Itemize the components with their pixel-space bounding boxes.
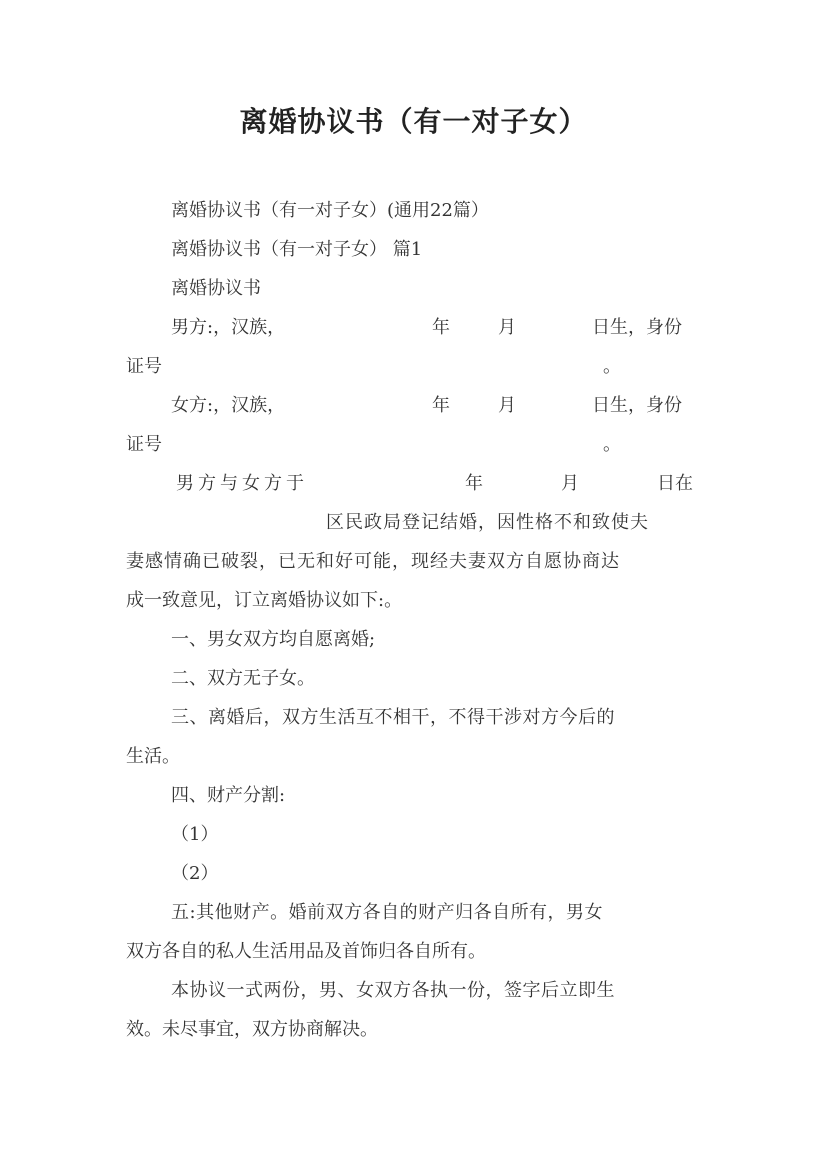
property-point-2: （2） [171, 863, 219, 884]
item-5-line-1: 五:其他财产。婚前双方各自的财产归各自所有，男女 [171, 902, 604, 923]
male-party-label: 男方:，汉族， [171, 317, 286, 338]
female-party-label: 女方:，汉族， [171, 395, 286, 416]
subtitle-collection: 离婚协议书（有一对子女）(通用22篇） [171, 200, 489, 221]
item-1: 一、男女双方均自愿离婚; [171, 629, 376, 650]
marriage-year-label: 年 [465, 473, 483, 494]
marriage-day-label: 日在 [657, 473, 693, 494]
male-birth-label: 日生，身份 [592, 317, 682, 338]
marriage-intro: 男方与女方于 [176, 473, 308, 494]
final-clause-line-1: 本协议一式两份，男、女双方各执一份，签字后立即生 [171, 980, 615, 1001]
male-id-period: 。 [603, 356, 621, 377]
male-month-label: 月 [498, 317, 516, 338]
agreement-heading: 离婚协议书 [171, 278, 261, 299]
marriage-month-label: 月 [561, 473, 579, 494]
item-5-line-2: 双方各自的私人生活用品及首饰归各自所有。 [126, 941, 486, 962]
item-3-line-2: 生活。 [126, 746, 180, 767]
male-year-label: 年 [432, 317, 450, 338]
registry-text: 区民政局登记结婚，因性格不和致使夫 [326, 512, 649, 533]
item-2: 二、双方无子女。 [171, 668, 315, 689]
female-year-label: 年 [432, 395, 450, 416]
subtitle-part-1: 离婚协议书（有一对子女） 篇1 [171, 239, 423, 260]
female-month-label: 月 [498, 395, 516, 416]
female-id-label: 证号 [126, 434, 162, 455]
feelings-text: 妻感情确已破裂，已无和好可能，现经夫妻双方自愿协商达 [126, 551, 620, 572]
female-birth-label: 日生，身份 [592, 395, 682, 416]
agreement-text: 成一致意见，订立离婚协议如下:。 [126, 590, 403, 611]
final-clause-line-2: 效。未尽事宜，双方协商解决。 [126, 1019, 378, 1040]
property-point-1: （1） [171, 824, 219, 845]
female-id-period: 。 [603, 434, 621, 455]
item-4: 四、财产分割: [171, 785, 286, 806]
document-title: 离婚协议书（有一对子女） [239, 105, 588, 138]
male-id-label: 证号 [126, 356, 162, 377]
item-3-line-1: 三、离婚后，双方生活互不相干，不得干涉对方今后的 [171, 707, 615, 728]
